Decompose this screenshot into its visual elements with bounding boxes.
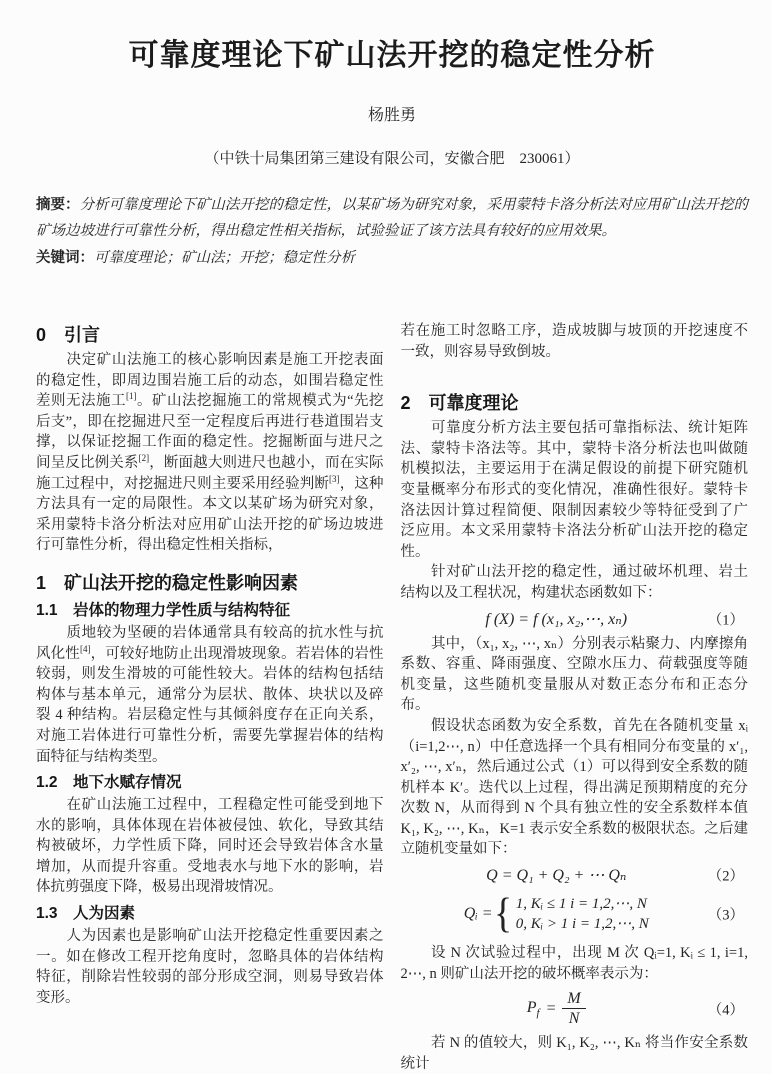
text-segment: 决定矿山法施工的核心影响因素是施工开挖表面的稳定性，即周边围岩施工后的动态，如围岩稳定性差则无法施工 [36, 352, 384, 410]
heading-section-1-1: 1.1 岩体的物理力学性质与结构特征 [36, 601, 291, 619]
equation-4-lhs [527, 999, 540, 1019]
text-segment: 若在施工时忽略工序，造成坡脚与坡顶的开挖速度不一致，则容易导致倒坡。 [400, 323, 748, 360]
paragraph-intro [36, 350, 384, 556]
equation-4-symbol: P [526, 998, 537, 1016]
fraction-numerator: M [562, 989, 585, 1009]
equation-3-number: （3） [707, 907, 744, 924]
text-segment: 若 N 的值较大，则 K₁, K₂, ⋯, Kₙ 将当作安全系数统计 [400, 1035, 748, 1072]
equation-4-number: （4） [707, 1002, 744, 1019]
text-segment: 。矿山法挖掘施工的常规模式为“先挖后支”，即在挖掘进尺至一定程度后再进行巷道围岩支撑，以保证挖掘工作面的稳定性。挖掘断面与进尺之间呈反比例关系 [36, 393, 384, 471]
equation-4-equals: = [545, 999, 557, 1017]
text-segment: 可靠度分析方法主要包括可靠指标法、统计矩阵法、蒙特卡洛法等。其中，蒙特卡洛分析法也叫做随机模拟法，主要运用于在满足假设的前提下研究随机变量概率分布形式的变化情况，准确性很好。蒙特卡洛法因计算过程简便、限制因素较少等特征受到了广泛应用。本文采用蒙特卡洛法分析矿山法开挖的稳定性。 [400, 420, 748, 560]
equation-1-body: f (X) = f (x₁, x₂,⋯, xₙ) [485, 610, 628, 628]
citation-ref: [3] [329, 473, 340, 484]
paragraph-1-2 [36, 795, 384, 898]
paragraph-2-b [401, 562, 749, 603]
abstract-text: 分析可靠度理论下矿山法开挖的稳定性，以某矿场为研究对象，采用蒙特卡洛分析法对应用矿山法开挖的矿场边坡进行可靠性分析，得出稳定性相关指标，试验验证了该方法具有较好的应用效果。 [36, 197, 748, 239]
citation-ref: [4] [79, 643, 91, 654]
heading-section-2: 2 可靠度理论 [400, 393, 519, 414]
text-segment: ，断面越大则进尺也越小，而在实际施工过程中，对挖掘进尺则主要采用经验判断 [36, 454, 384, 492]
equation-3-case-1: 1, Kᵢ ≤ 1 i = 1,2,⋯, N [515, 896, 647, 913]
equation-4-fraction [562, 989, 585, 1028]
abstract-line [36, 192, 748, 244]
equation-3-lhs: Qᵢ = [463, 905, 493, 923]
text-segment: 其中，（x₁, x₂, ⋯, xₙ）分别表示粘聚力、内摩擦角系数、容重、降雨强度、空隙水压力、荷载强度等随机变量，这些随机变量服从对数正态分布和正态分布。 [400, 635, 748, 714]
equation-4 [401, 989, 749, 1028]
author-name: 杨胜勇 [367, 107, 416, 124]
equation-3 [401, 890, 749, 938]
keywords-text: 可靠度理论；矿山法；开挖；稳定性分析 [94, 250, 355, 266]
paragraph-1-1 [36, 623, 384, 767]
equation-4-subscript: f [536, 1006, 540, 1019]
abstract-label: 摘要： [36, 197, 80, 213]
paper-title: 可靠度理论下矿山法开挖的稳定性分析 [128, 39, 656, 72]
equation-1-number: （1） [707, 612, 744, 629]
text-segment: 质地较为坚硬的岩体通常具有较高的抗水性与抗风化性 [36, 624, 384, 662]
heading-section-1: 1 矿山法开挖的稳定性影响因素 [36, 572, 299, 593]
text-segment: 假设状态函数为安全系数，首先在各随机变量 xᵢ（i=1,2⋯, n）中任意选择一个具有相同分布变量的 x′₁, x′₂, ⋯, x′ₙ，然后通过公式（1）可以得到安全系数的随机样本 K′。迭代以上过程，得出满足预期精度的充分次数 N，从而得到 N 个具有独立性的安全系数样本值 K₁, K₂, ⋯, Kₙ，K=1 表示安全系数的极限状态。之后建立随机变量如下： [400, 717, 748, 858]
paragraph-2-e [401, 943, 749, 984]
equation-2 [401, 865, 749, 885]
equation-3-case-2: 0, Kᵢ > 1 i = 1,2,⋯, N [515, 916, 649, 933]
citation-ref: [2] [138, 453, 150, 464]
heading-section-1-2: 1.2 地下水赋存情况 [36, 774, 182, 792]
text-segment: 人为因素也是影响矿山法开挖稳定性重要因素之一。如在修改工程开挖角度时，忽略具体的岩体结构特征，削除岩性较弱的部分形成空洞，则易导致岩体变形。 [36, 928, 384, 1006]
text-segment: ，这种方法具有一定的局限性。本文以某矿场为研究对象，采用蒙特卡洛分析法对应用矿山法开挖的矿场边坡进行可靠性分析，得出稳定性相关指标， [36, 475, 384, 554]
fraction-denominator: N [568, 1010, 580, 1028]
equation-1 [401, 609, 749, 629]
equation-2-body: Q = Q₁ + Q₂ + ⋯ Qₙ [486, 867, 627, 885]
left-column [36, 321, 384, 1074]
two-column-body [36, 321, 748, 1074]
paragraph-1-3-continued [401, 321, 749, 362]
paragraph-2-c [401, 634, 749, 716]
paragraph-2-d [401, 716, 749, 860]
paragraph-2-f [401, 1033, 749, 1074]
paragraph-1-3 [36, 926, 384, 1008]
equation-3-cases [516, 894, 649, 934]
paragraph-2-a [401, 418, 749, 562]
heading-section-1-3: 1.3 人为因素 [36, 905, 136, 923]
author-affiliation: （中铁十局集团第三建设有限公司，安徽合肥 230061） [204, 151, 580, 167]
case-brace: { [493, 891, 512, 938]
text-segment: 针对矿山法开挖的稳定性，通过破坏机理、岩土结构以及工程状况，构建状态函数如下： [400, 564, 748, 601]
heading-section-0: 0 引言 [36, 325, 101, 345]
text-segment: ，可较好地防止出现滑坡现象。若岩体的岩性较弱，则发生滑坡的可能性较大。岩体的结构包括结构体与基本单元，通常分为层状、散体、块状以及碎裂 4 种结构。岩层稳定性与其倾斜度存在正向关系，对施工岩体进行可靠性分析，需要先掌握岩体的结构面特征与结构类型。 [36, 645, 384, 765]
keywords-line [36, 245, 748, 271]
equation-2-number: （2） [707, 868, 744, 885]
abstract-block [36, 192, 748, 271]
text-segment: 在矿山法施工过程中，工程稳定性可能受到地下水的影响，具体体现在岩体被侵蚀、软化，导致其结构被破坏，力学性质下降，同时还会导致岩体含水量增加，从而提升容重。受地表水与地下水的影响，岩体抗剪强度下降，极易出现滑坡情况。 [36, 797, 384, 896]
text-segment: 设 N 次试验过程中，出现 M 次 Qᵢ=1, Kᵢ ≤ 1, i=1, 2⋯, n 则矿山法开挖的破坏概率表示为： [400, 945, 748, 982]
keywords-label: 关键词： [36, 250, 94, 266]
citation-ref: [1] [126, 391, 137, 402]
right-column [401, 321, 749, 1074]
